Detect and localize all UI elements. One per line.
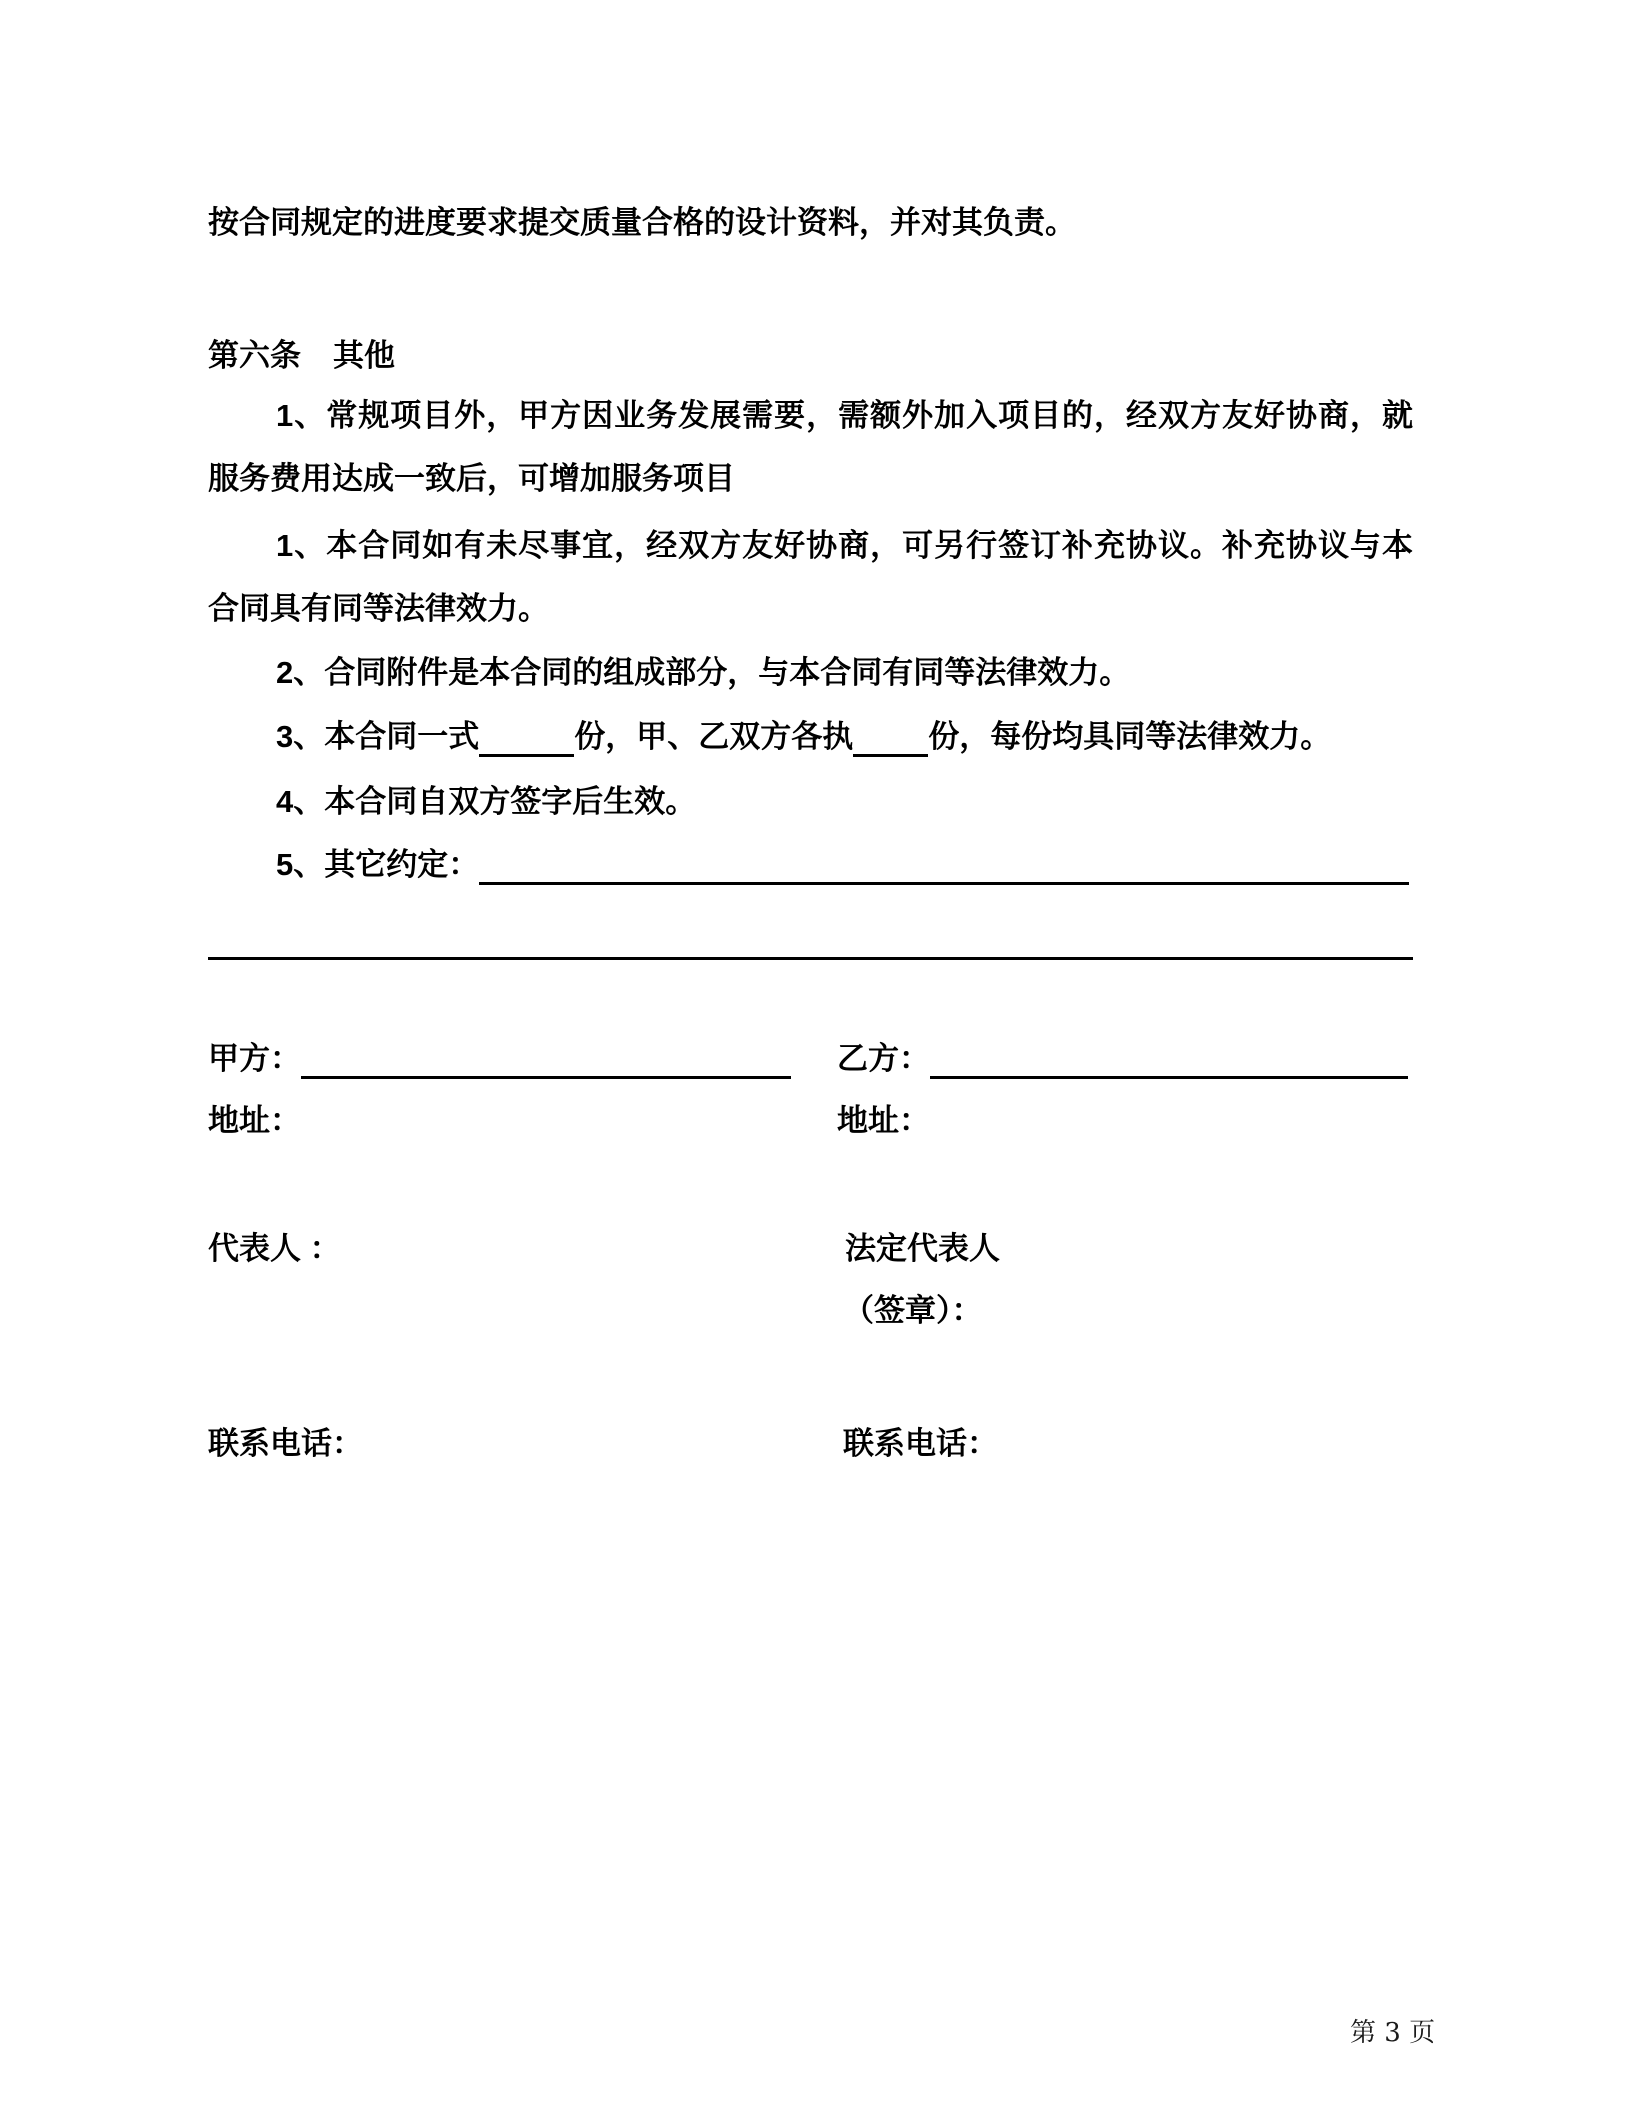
- other-agreements-label: 5、其它约定：: [276, 847, 480, 882]
- intro-paragraph: 按合同规定的进度要求提交质量合格的设计资料，并对其负责。: [208, 205, 1076, 240]
- page-number: 第 3 页: [1350, 2018, 1436, 2048]
- party-a-name-label: 甲方：: [208, 1041, 301, 1076]
- clause-copies-prefix: 3、本合同一式: [276, 719, 480, 754]
- party-b-name-row: [837, 1027, 1408, 1090]
- clause-attachments: 2、合同附件是本合同的组成部分，与本合同有同等法律效力。: [276, 655, 1131, 690]
- party-a-address-label: 地址：: [208, 1103, 301, 1138]
- clause-other-agreements: [208, 833, 1413, 896]
- party-a-representative-label: 代表人 ：: [208, 1231, 341, 1266]
- other-agreements-blank[interactable]: [479, 882, 1409, 885]
- section-number: 第六条: [208, 338, 301, 373]
- other-agreements-continuation-blank[interactable]: [208, 957, 1413, 960]
- clause-extra-services-line1: 1、常规项目外，甲方因业务发展需要，需额外加入项目的，经双方友好协商，就: [276, 398, 1413, 433]
- section-heading: [208, 324, 1413, 387]
- copies-held-blank[interactable]: [853, 754, 928, 757]
- clause-extra-services-line2: 服务费用达成一致后，可增加服务项目: [208, 461, 735, 496]
- party-b-seal-label: （签章）：: [843, 1293, 983, 1328]
- section-title: 其他: [333, 338, 395, 373]
- party-b-phone-label: 联系电话：: [843, 1426, 998, 1461]
- party-a-name-blank[interactable]: [301, 1076, 791, 1079]
- party-a-phone-label: 联系电话：: [208, 1426, 363, 1461]
- party-a-name-row: [208, 1027, 791, 1090]
- copies-count-blank[interactable]: [479, 754, 574, 757]
- clause-supplementary-line2: 合同具有同等法律效力。: [208, 591, 549, 626]
- party-b-name-blank[interactable]: [930, 1076, 1408, 1079]
- clause-copies: [208, 705, 1413, 768]
- clause-copies-mid: 份，甲、乙双方各执: [574, 719, 854, 754]
- clause-effectiveness: 4、本合同自双方签字后生效。: [276, 784, 697, 819]
- party-b-address-label: 地址：: [837, 1103, 930, 1138]
- party-b-name-label: 乙方：: [837, 1041, 930, 1076]
- clause-copies-suffix: 份，每份均具同等法律效力。: [928, 719, 1332, 754]
- clause-supplementary-line1: 1、本合同如有未尽事宜，经双方友好协商，可另行签订补充协议。补充协议与本: [276, 528, 1413, 563]
- party-b-representative-label: 法定代表人: [845, 1231, 1000, 1266]
